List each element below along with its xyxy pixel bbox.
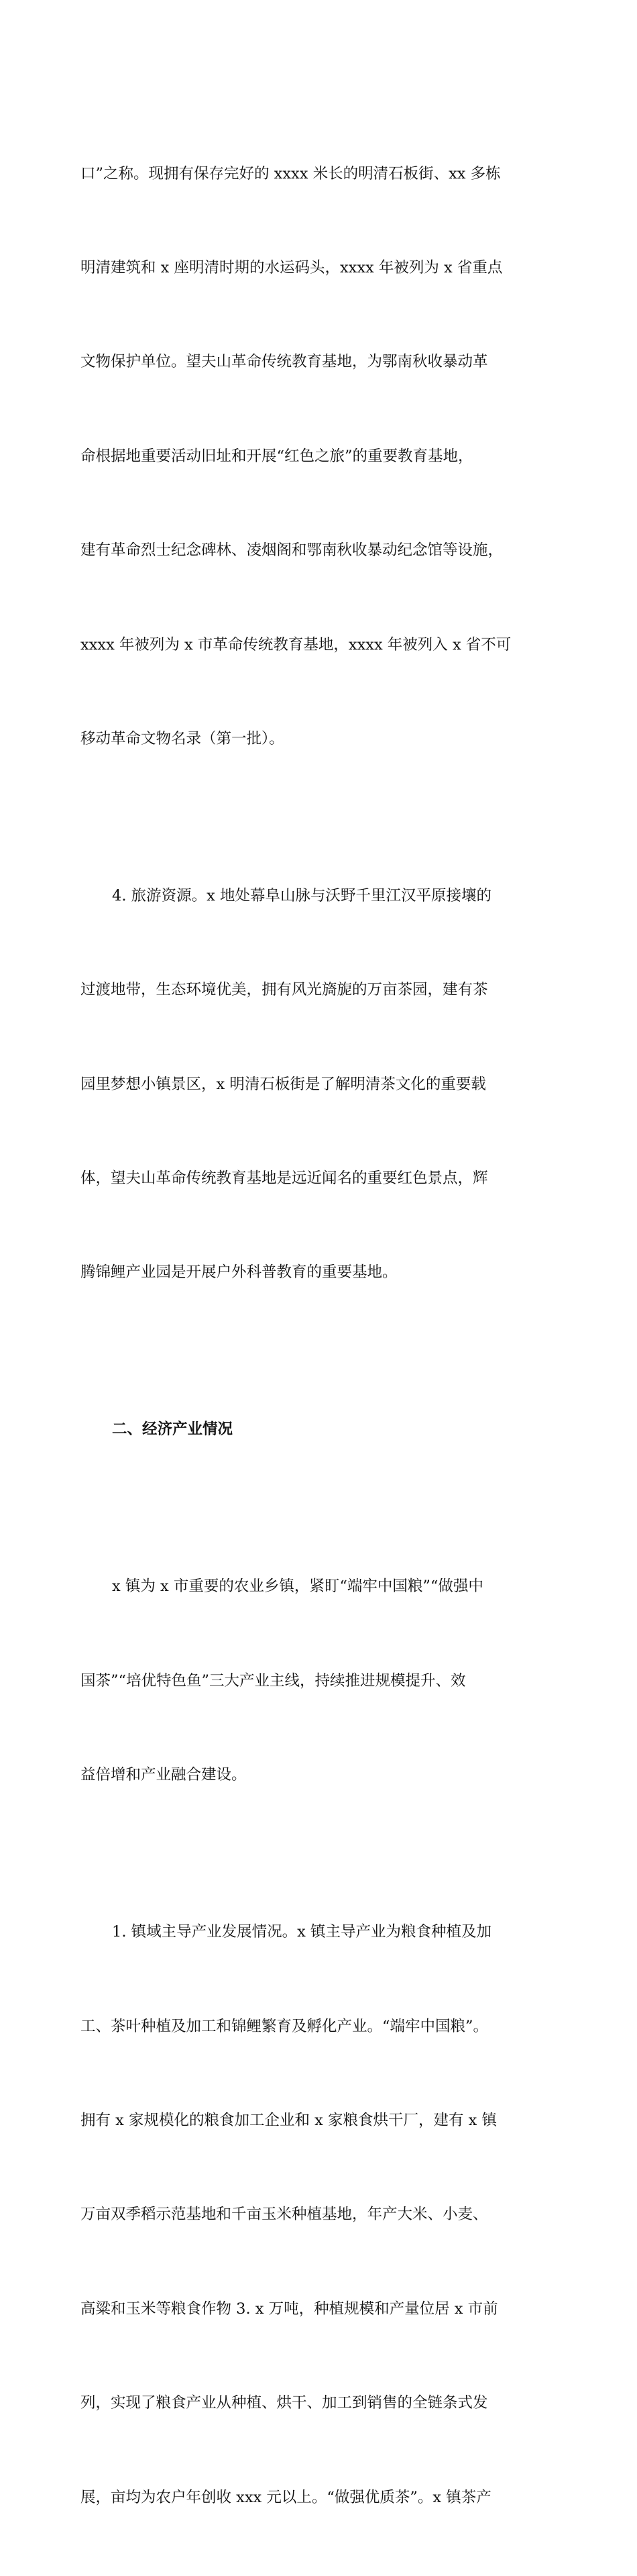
paragraph-leading-industry bbox=[80, 1854, 563, 2576]
text-line: 1. 镇域主导产业发展情况。x 镇主导产业为粮食种植及加 bbox=[112, 1923, 491, 1941]
text-line: 建有革命烈士纪念碑林、凌烟阁和鄂南秋收暴动纪念馆等设施， bbox=[80, 542, 504, 560]
text-line: 过渡地带，生态环境优美，拥有风光旖旎的万亩茶园，建有茶 bbox=[80, 981, 488, 999]
text-line: 益倍增和产业融合建设。 bbox=[80, 1766, 247, 1784]
text-line: 命根据地重要活动旧址和开展“红色之旅”的重要教育基地， bbox=[80, 447, 473, 465]
text-line: 列，实现了粮食产业从种植、烘干、加工到销售的全链条式发 bbox=[80, 2394, 488, 2412]
text-line: xxxx 年被列为 x 市革命传统教育基地，xxxx 年被列入 x 省不可 bbox=[80, 635, 512, 654]
text-line: 体，望夫山革命传统教育基地是远近闻名的重要红色景点，辉 bbox=[80, 1170, 488, 1188]
section-heading-economy bbox=[80, 1351, 563, 1508]
paragraph-tourism-resources bbox=[80, 817, 563, 1351]
text-line: 园里梦想小镇景区，x 明清石板街是了解明清茶文化的重要载 bbox=[80, 1075, 486, 1093]
text-line: 高粱和玉米等粮食作物 3. x 万吨，种植规模和产量位居 x 市前 bbox=[80, 2300, 498, 2318]
text-line: 万亩双季稻示范基地和千亩玉米种植基地，年产大米、小麦、 bbox=[80, 2206, 488, 2224]
text-line: 拥有 x 家规模化的粮食加工企业和 x 家粮食烘干厂，建有 x 镇 bbox=[80, 2112, 497, 2129]
text-line: x 镇为 x 市重要的农业乡镇，紧盯“端牢中国粮”“做强中 bbox=[112, 1578, 483, 1596]
text-line: 4. 旅游资源。x 地处幕阜山脉与沃野千里江汉平原接壤的 bbox=[112, 886, 491, 905]
paragraph-economy-intro bbox=[80, 1508, 563, 1854]
text-line: 移动革命文物名录（第一批）。 bbox=[80, 729, 284, 748]
text-line: 展，亩均为农户年创收 xxx 元以上。“做强优质茶”。x 镇茶产 bbox=[80, 2488, 491, 2506]
paragraph-cultural-heritage-continued bbox=[80, 95, 563, 817]
text-line: 国茶”“培优特色鱼”三大产业主线，持续推进规模提升、效 bbox=[80, 1671, 466, 1690]
text-line: 腾锦鲤产业园是开展户外科普教育的重要基地。 bbox=[80, 1264, 398, 1282]
text-line: 工、茶叶种植及加工和锦鲤繁育及孵化产业。“端牢中国粮”。 bbox=[80, 2017, 489, 2035]
text-line: 文物保护单位。望夫山革命传统教育基地，为鄂南秋收暴动革 bbox=[80, 353, 488, 371]
text-line: 明清建筑和 x 座明清时期的水运码头，xxxx 年被列为 x 省重点 bbox=[80, 258, 503, 276]
text-line: 口”之称。现拥有保存完好的 xxxx 米长的明清石板街、xx 多栋 bbox=[80, 164, 501, 183]
document-body bbox=[80, 95, 563, 2576]
heading-line: 二、经济产业情况 bbox=[112, 1421, 233, 1439]
